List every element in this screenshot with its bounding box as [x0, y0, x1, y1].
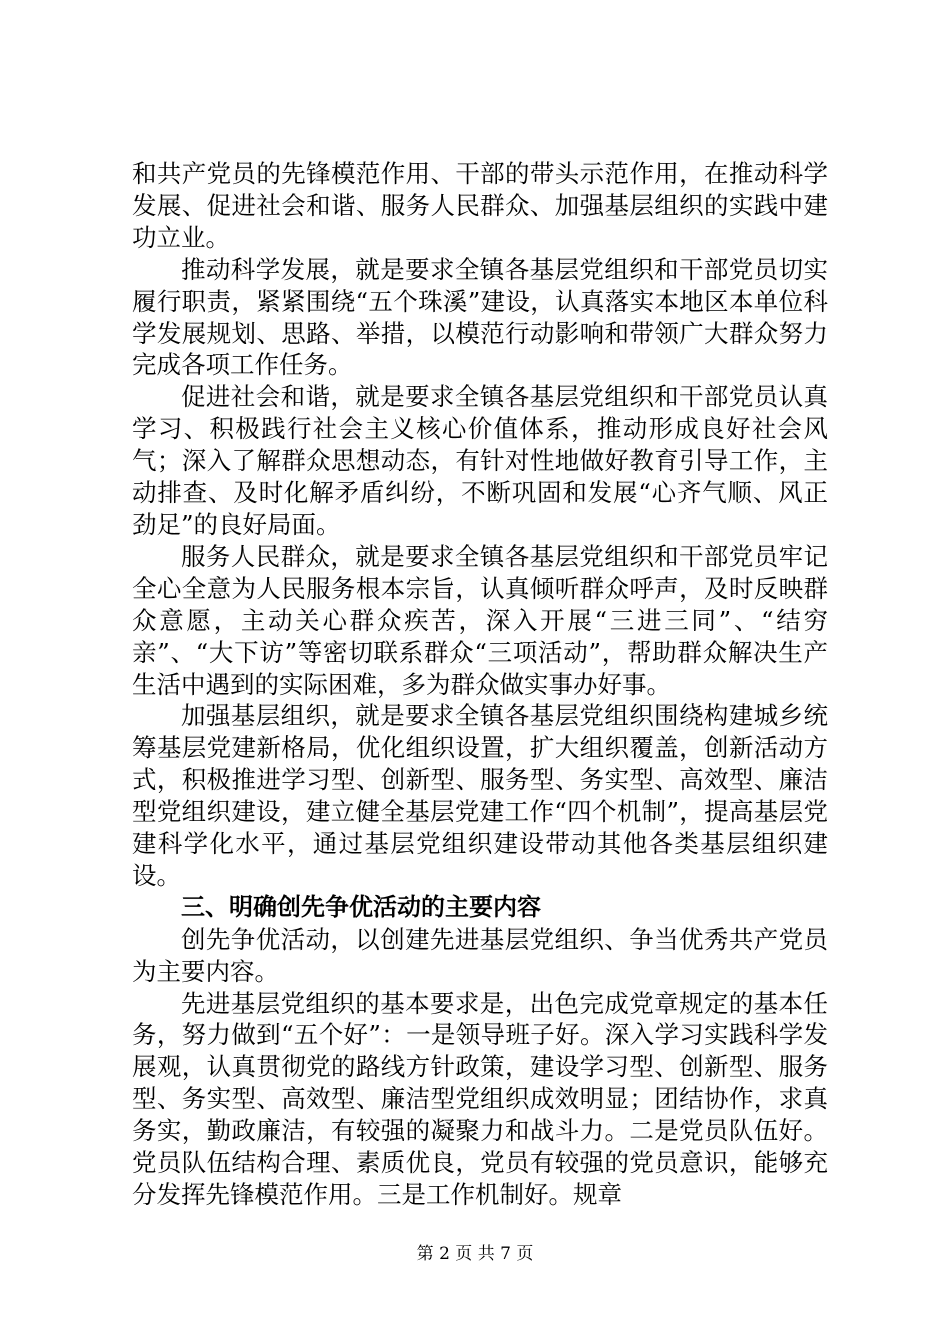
section-heading: 三、明确创先争优活动的主要内容 — [181, 892, 541, 921]
paragraph-6: 创先争优活动，以创建先进基层党组织、争当优秀共产党员为主要内容。 — [132, 924, 828, 986]
paragraph-7: 先进基层党组织的基本要求是，出色完成党章规定的基本任务，努力做到“五个好”：一是领导班子好。深入学习实践科学发展观，认真贯彻党的路线方针政策，建设学习型、创新型、服务型、务实型、高效型、廉洁型党组织成效明显；团结协作，求真务实，勤政廉洁，有较强的凝聚力和战斗力。二是党员队伍好。党员队伍结构合理、素质优良，党员有较强的党员意识，能够充分发挥先锋模范作用。三是工作机制好。规章 — [132, 988, 828, 1209]
document-body — [132, 158, 828, 1211]
paragraph-1: 和共产党员的先锋模范作用、干部的带头示范作用，在推动科学发展、促进社会和谐、服务人民群众、加强基层组织的实践中建功立业。 — [132, 159, 828, 252]
paragraph-5: 加强基层组织，就是要求全镇各基层党组织围绕构建城乡统筹基层党建新格局，优化组织设置，扩大组织覆盖，创新活动方式，积极推进学习型、创新型、服务型、务实型、高效型、廉洁型党组织建设，建立健全基层党建工作“四个机制”，提高基层党建科学化水平，通过基层党组织建设带动其他各类基层组织建设。 — [132, 701, 828, 890]
page-footer: 第 2 页 共 7 页 — [416, 1244, 534, 1264]
paragraph-4: 服务人民群众，就是要求全镇各基层党组织和干部党员牢记全心全意为人民服务根本宗旨，认真倾听群众呼声，及时反映群众意愿，主动关心群众疾苦，深入开展“三进三同”、“结穷亲”、“大下访”等密切联系群众“三项活动”，帮助群众解决生产生活中遇到的实际困难，多为群众做实事办好事。 — [132, 541, 828, 699]
paragraph-3: 促进社会和谐，就是要求全镇各基层党组织和干部党员认真学习、积极践行社会主义核心价值体系，推动形成良好社会风气；深入了解群众思想动态，有针对性地做好教育引导工作，主动排查、及时化解矛盾纠纷，不断巩固和发展“心齐气顺、风正劲足”的良好局面。 — [132, 382, 828, 539]
paragraph-2: 推动科学发展，就是要求全镇各基层党组织和干部党员切实履行职责，紧紧围绕“五个珠溪”建设，认真落实本地区本单位科学发展规划、思路、举措，以模范行动影响和带领广大群众努力完成各项工作任务。 — [132, 254, 828, 380]
